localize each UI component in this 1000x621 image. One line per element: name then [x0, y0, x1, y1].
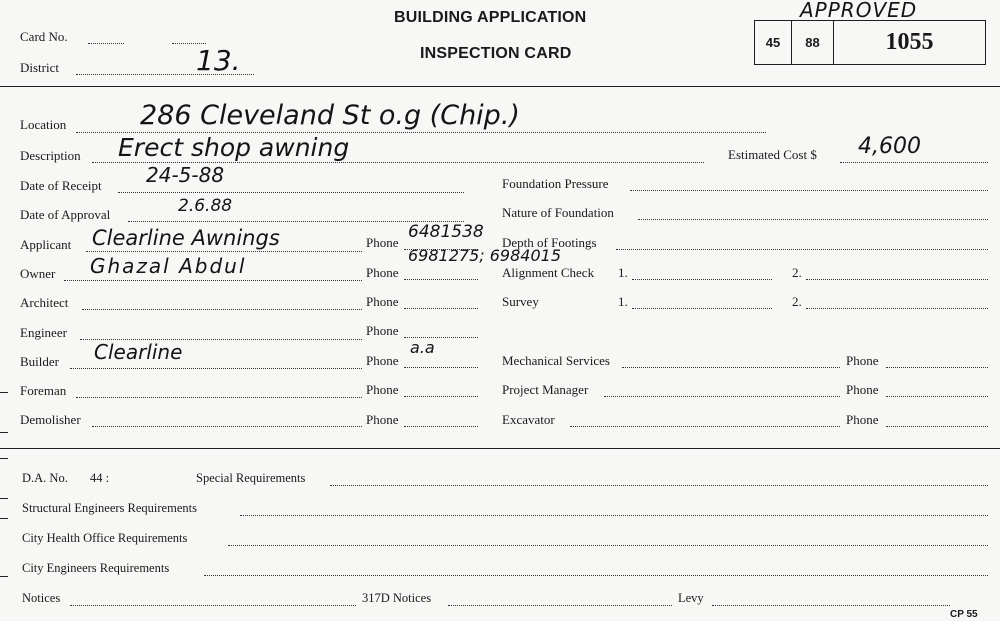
header-divider: [0, 86, 1000, 87]
city-health-label: City Health Office Requirements: [22, 531, 188, 545]
edge-tick: [0, 518, 8, 519]
box-num-3: 1055: [885, 29, 934, 55]
foreman-label: Foreman: [20, 383, 67, 398]
date-of-receipt-value: 24-5-88: [146, 163, 225, 187]
structural-engineers-label: Structural Engineers Requirements: [22, 501, 197, 515]
depth-of-footings-line: [616, 249, 988, 250]
location-value: 286 Cleveland St o.g (Chip.): [140, 100, 520, 131]
builder-phone-label: Phone: [366, 353, 399, 368]
owner-phone-line: [404, 279, 478, 280]
depth-of-footings-label: Depth of Footings: [502, 235, 597, 250]
levy-line: [712, 605, 950, 606]
special-requirements-line: [330, 485, 988, 486]
builder-line: [70, 368, 362, 369]
mechanical-services-line: [622, 367, 840, 368]
demolisher-phone-line: [404, 426, 478, 427]
alignment-2-label: 2.: [792, 265, 802, 280]
survey-label: Survey: [502, 294, 539, 309]
alignment-1-label: 1.: [618, 265, 628, 280]
date-of-receipt-line: [118, 192, 464, 193]
foundation-pressure-label: Foundation Pressure: [502, 176, 609, 191]
notices-label: Notices: [22, 591, 61, 605]
owner-value: Ghazal Abdul: [90, 254, 247, 278]
nature-of-foundation-label: Nature of Foundation: [502, 205, 614, 220]
approved-stamp: APPROVED: [800, 0, 918, 22]
excavator-line: [570, 426, 840, 427]
excavator-phone-label: Phone: [846, 412, 879, 427]
form-code: CP 55: [950, 609, 978, 620]
box-num-1: 45: [765, 35, 781, 50]
special-requirements-label: Special Requirements: [196, 471, 306, 485]
applicant-phone-label: Phone: [366, 235, 399, 250]
builder-phone-line: [404, 367, 478, 368]
levy-label: Levy: [678, 591, 704, 605]
demolisher-phone-label: Phone: [366, 412, 399, 427]
notices-317d-label: 317D Notices: [362, 591, 432, 605]
location-label: Location: [20, 117, 67, 132]
notices-317d-line: [448, 605, 672, 606]
district-label: District: [20, 60, 59, 75]
estimated-cost-label: Estimated Cost $: [728, 147, 817, 162]
alignment-check-label: Alignment Check: [502, 265, 595, 280]
edge-tick: [0, 498, 8, 499]
owner-label: Owner: [20, 266, 56, 281]
architect-phone-line: [404, 308, 478, 309]
architect-line: [82, 309, 362, 310]
applicant-phone-value: 6481538: [408, 222, 484, 242]
project-manager-phone-line: [886, 396, 988, 397]
project-manager-label: Project Manager: [502, 382, 589, 397]
card-number-box: [754, 20, 986, 65]
city-health-line: [228, 545, 988, 546]
city-engineers-label: City Engineers Requirements: [22, 561, 170, 575]
demolisher-label: Demolisher: [20, 412, 81, 427]
estimated-cost-line: [840, 162, 988, 163]
excavator-label: Excavator: [502, 412, 555, 427]
survey-1-line: [632, 308, 772, 309]
excavator-phone-line: [886, 426, 988, 427]
demolisher-line: [92, 426, 362, 427]
alignment-1-line: [632, 279, 772, 280]
foreman-phone-label: Phone: [366, 382, 399, 397]
title-line-1: BUILDING APPLICATION: [394, 9, 587, 26]
edge-tick: [0, 458, 8, 459]
applicant-line: [86, 251, 362, 252]
engineer-label: Engineer: [20, 325, 67, 340]
edge-tick: [0, 432, 8, 433]
box-num-2: 88: [805, 35, 820, 50]
da-no-label: D.A. No.: [22, 471, 68, 485]
description-value: Erect shop awning: [118, 133, 350, 162]
survey-2-label: 2.: [792, 294, 802, 309]
card-no-label: Card No.: [20, 29, 68, 44]
foundation-pressure-line: [630, 190, 988, 191]
applicant-label: Applicant: [20, 237, 72, 252]
structural-engineers-line: [240, 515, 988, 516]
date-of-receipt-label: Date of Receipt: [20, 178, 102, 193]
district-value: 13.: [196, 44, 241, 77]
owner-phone-value: 6981275; 6984015: [408, 246, 561, 265]
architect-phone-label: Phone: [366, 294, 399, 309]
alignment-2-line: [806, 279, 988, 280]
edge-tick: [0, 392, 8, 393]
project-manager-phone-label: Phone: [846, 382, 879, 397]
builder-value: Clearline: [94, 340, 183, 364]
city-engineers-line: [204, 575, 988, 576]
card-no-line: [88, 43, 124, 44]
title-line-2: INSPECTION CARD: [420, 45, 572, 62]
architect-label: Architect: [20, 295, 69, 310]
nature-of-foundation-line: [638, 219, 988, 220]
owner-phone-label: Phone: [366, 265, 399, 280]
builder-phone-value: a.a: [410, 338, 435, 357]
applicant-value: Clearline Awnings: [92, 226, 280, 250]
survey-2-line: [806, 308, 988, 309]
survey-1-label: 1.: [618, 294, 628, 309]
mechanical-phone-label: Phone: [846, 353, 879, 368]
foreman-phone-line: [404, 396, 478, 397]
project-manager-line: [604, 396, 840, 397]
date-of-approval-label: Date of Approval: [20, 207, 111, 222]
notices-line: [70, 605, 356, 606]
da-no-value: 44 :: [90, 471, 110, 485]
edge-tick: [0, 576, 8, 577]
requirements-divider: [0, 448, 1000, 449]
date-of-approval-value: 2.6.88: [178, 196, 233, 216]
builder-label: Builder: [20, 354, 59, 369]
owner-line: [64, 280, 362, 281]
mechanical-phone-line: [886, 367, 988, 368]
foreman-line: [76, 397, 362, 398]
estimated-cost-value: 4,600: [858, 134, 921, 159]
engineer-phone-label: Phone: [366, 323, 399, 338]
mechanical-services-label: Mechanical Services: [502, 353, 610, 368]
description-label: Description: [20, 148, 81, 163]
